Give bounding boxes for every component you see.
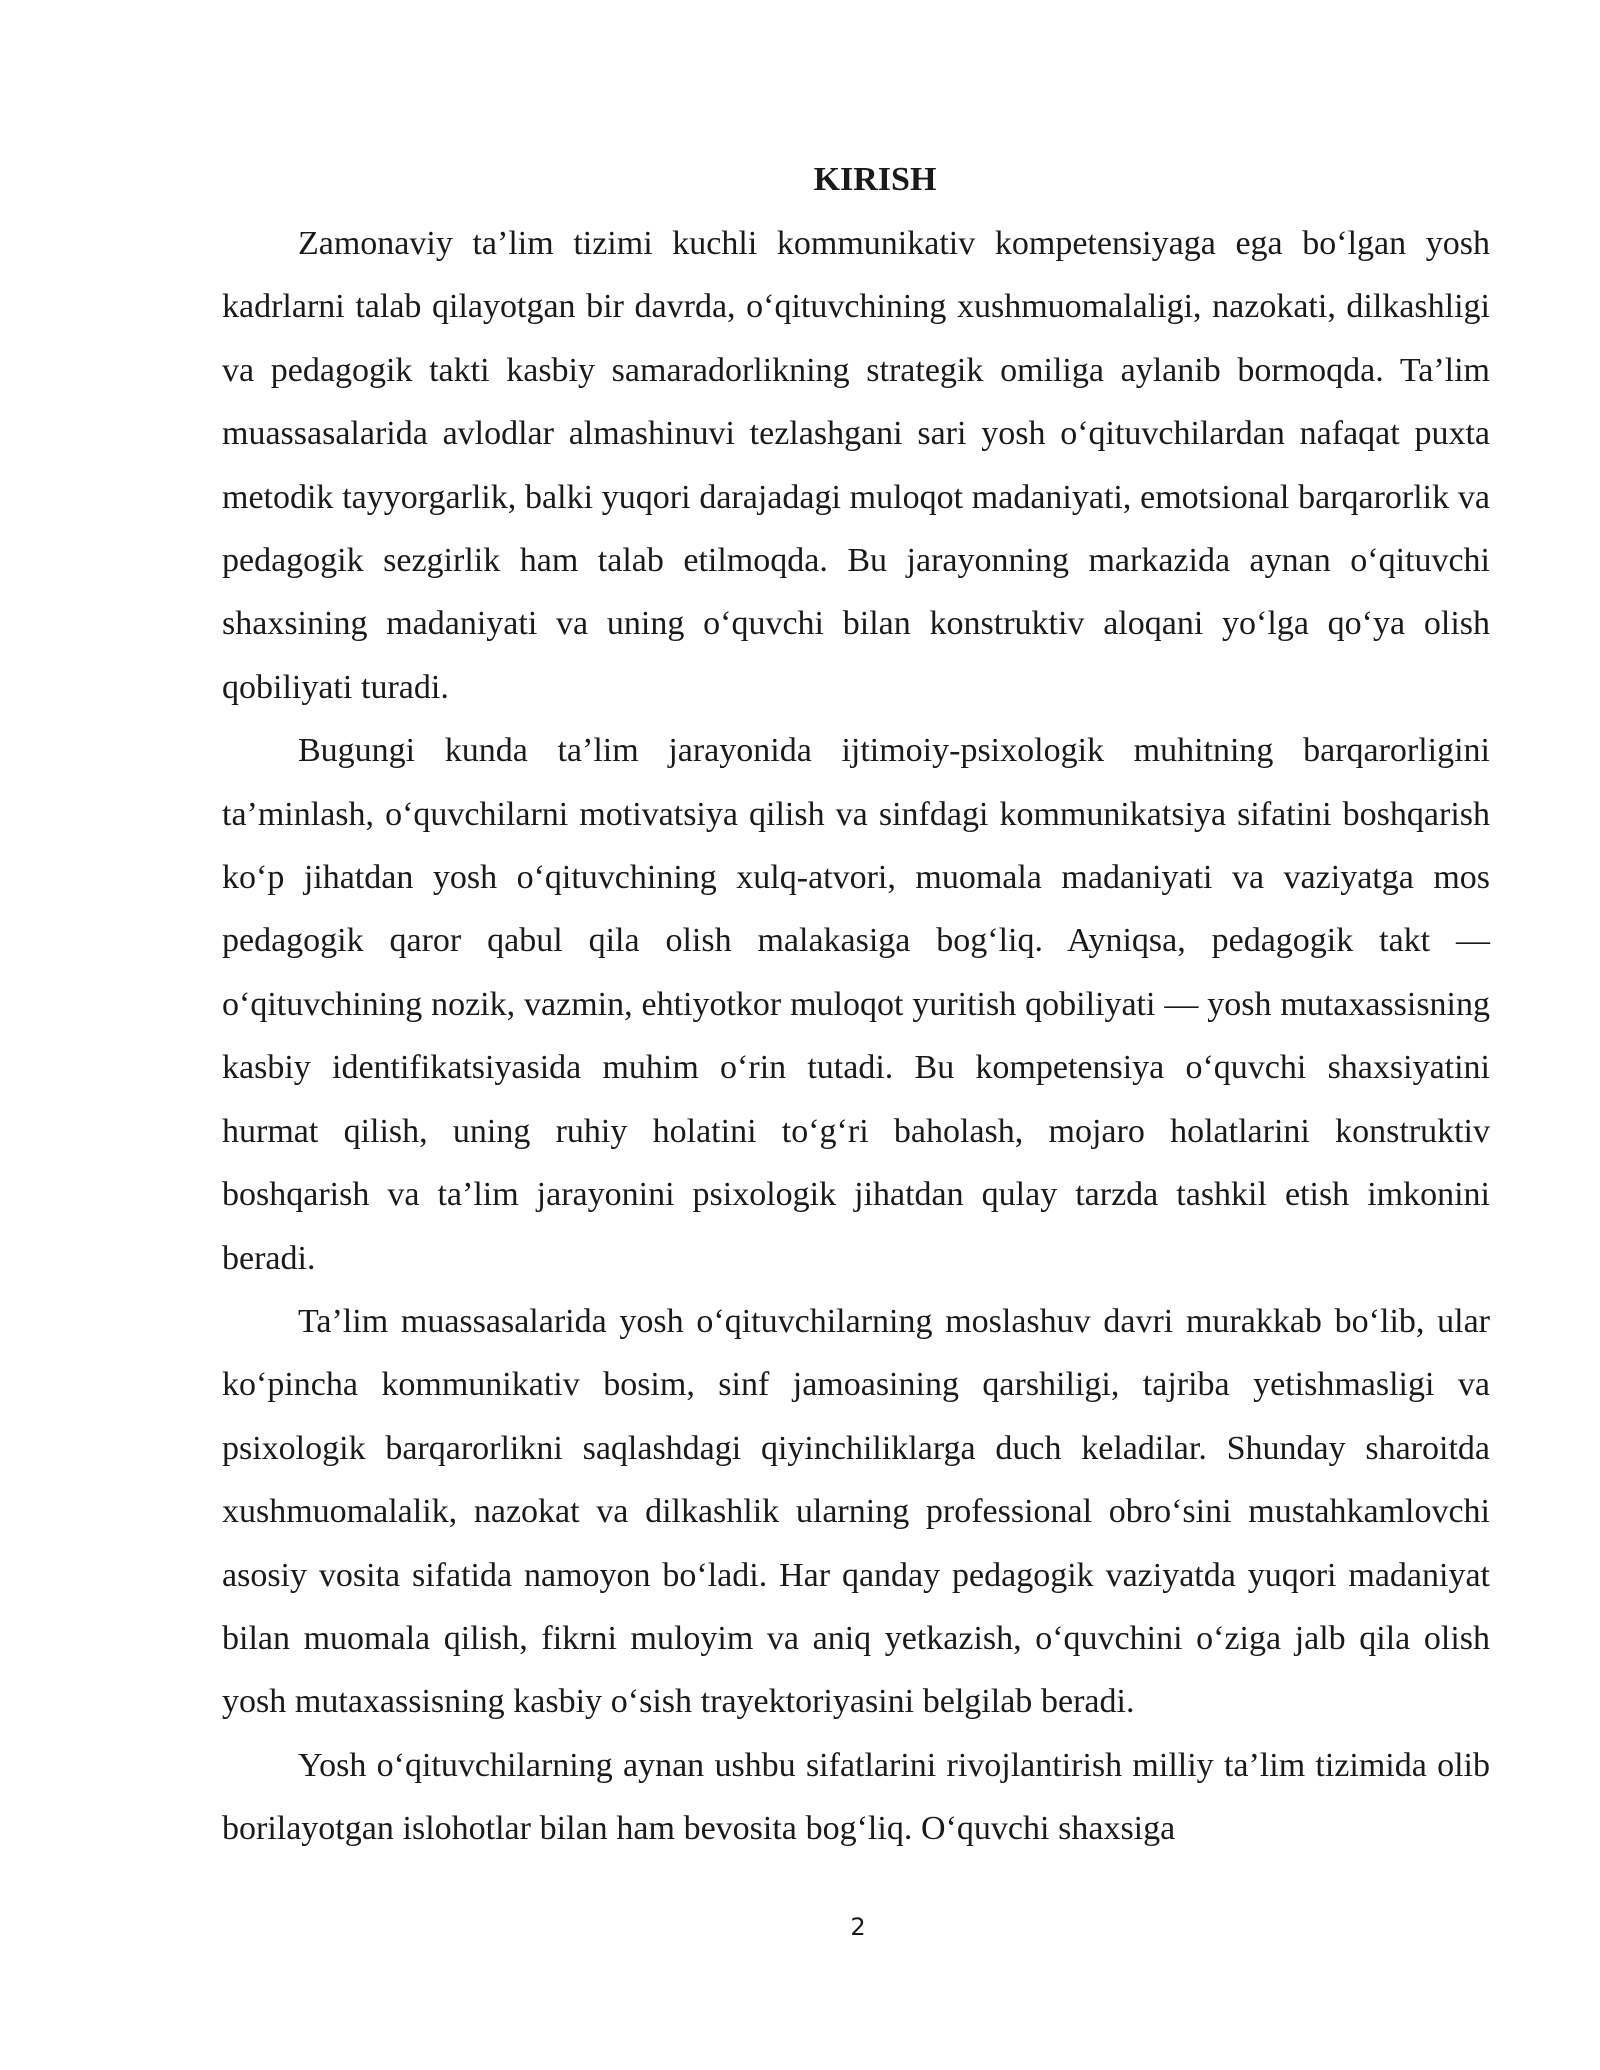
- paragraph-4: Yosh o‘qituvchilarning aynan ushbu sifatlarini rivojlantirish milliy ta’lim tizimida olib borilayotgan islohotlar bilan ham bevosita bog‘liq. O‘quvchi shaxsiga: [222, 1746, 1490, 1848]
- paragraph-3: Ta’lim muassasalarida yosh o‘qituvchilarning moslashuv davri murakkab bo‘lib, ular ko‘pincha kommunikativ bosim, sinf jamoasining qarshiligi, tajriba yetishmasligi va psixologik barqarorlikni saqlashdagi qiyinchiliklarga duch keladilar. Shunday sharoitda xushmuomalalik, nazokat va dilkashlik ularning professional obro‘sini mustahkamlovchi asosiy vosita sifatida namoyon bo‘ladi. Har qanday pedagogik vaziyatda yuqori madaniyat bilan muomala qilish, fikrni muloyim va aniq yetkazish, o‘quvchini o‘ziga jalb qila olish yosh mutaxassisning kasbiy o‘sish trayektoriyasini belgilab beradi.: [222, 1302, 1490, 1721]
- page-body: [222, 148, 1490, 1861]
- paragraph-1: Zamonaviy ta’lim tizimi kuchli kommunikativ kompetensiyaga ega bo‘lgan yosh kadrlarni talab qilayotgan bir davrda, o‘qituvchining xushmuomalaligi, nazokati, dilkashligi va pedagogik takti kasbiy samaradorlikning strategik omiliga aylanib bormoqda. Ta’lim muassasalarida avlodlar almashinuvi tezlashgani sari yosh o‘qituvchilardan nafaqat puxta metodik tayyorgarlik, balki yuqori darajadagi muloqot madaniyati, emotsional barqarorlik va pedagogik sezgirlik ham talab etilmoqda. Bu jarayonning markazida aynan o‘qituvchi shaxsining madaniyati va uning o‘quvchi bilan konstruktiv aloqani yo‘lga qo‘ya olish qobiliyati turadi.: [222, 225, 1490, 706]
- page-title: KIRISH: [813, 161, 937, 198]
- paragraph-2: Bugungi kunda ta’lim jarayonida ijtimoiy-psixologik muhitning barqarorligini ta’minlash, o‘quvchilarni motivatsiya qilish va sinfdagi kommunikatsiya sifatini boshqarish ko‘p jihatdan yosh o‘qituvchining xulq-atvori, muomala madaniyati va vaziyatga mos pedagogik qaror qabul qila olish malakasiga bog‘liq. Ayniqsa, pedagogik takt — o‘qituvchining nozik, vazmin, ehtiyotkor muloqot yuritish qobiliyati — yosh mutaxassisning kasbiy identifikatsiyasida muhim o‘rin tutadi. Bu kompetensiya o‘quvchi shaxsiyatini hurmat qilish, uning ruhiy holatini to‘g‘ri baholash, mojaro holatlarini konstruktiv boshqarish va ta’lim jarayonini psixologik jihatdan qulay tarzda tashkil etish imkonini beradi.: [222, 732, 1490, 1277]
- page-number: 2: [850, 1913, 866, 1941]
